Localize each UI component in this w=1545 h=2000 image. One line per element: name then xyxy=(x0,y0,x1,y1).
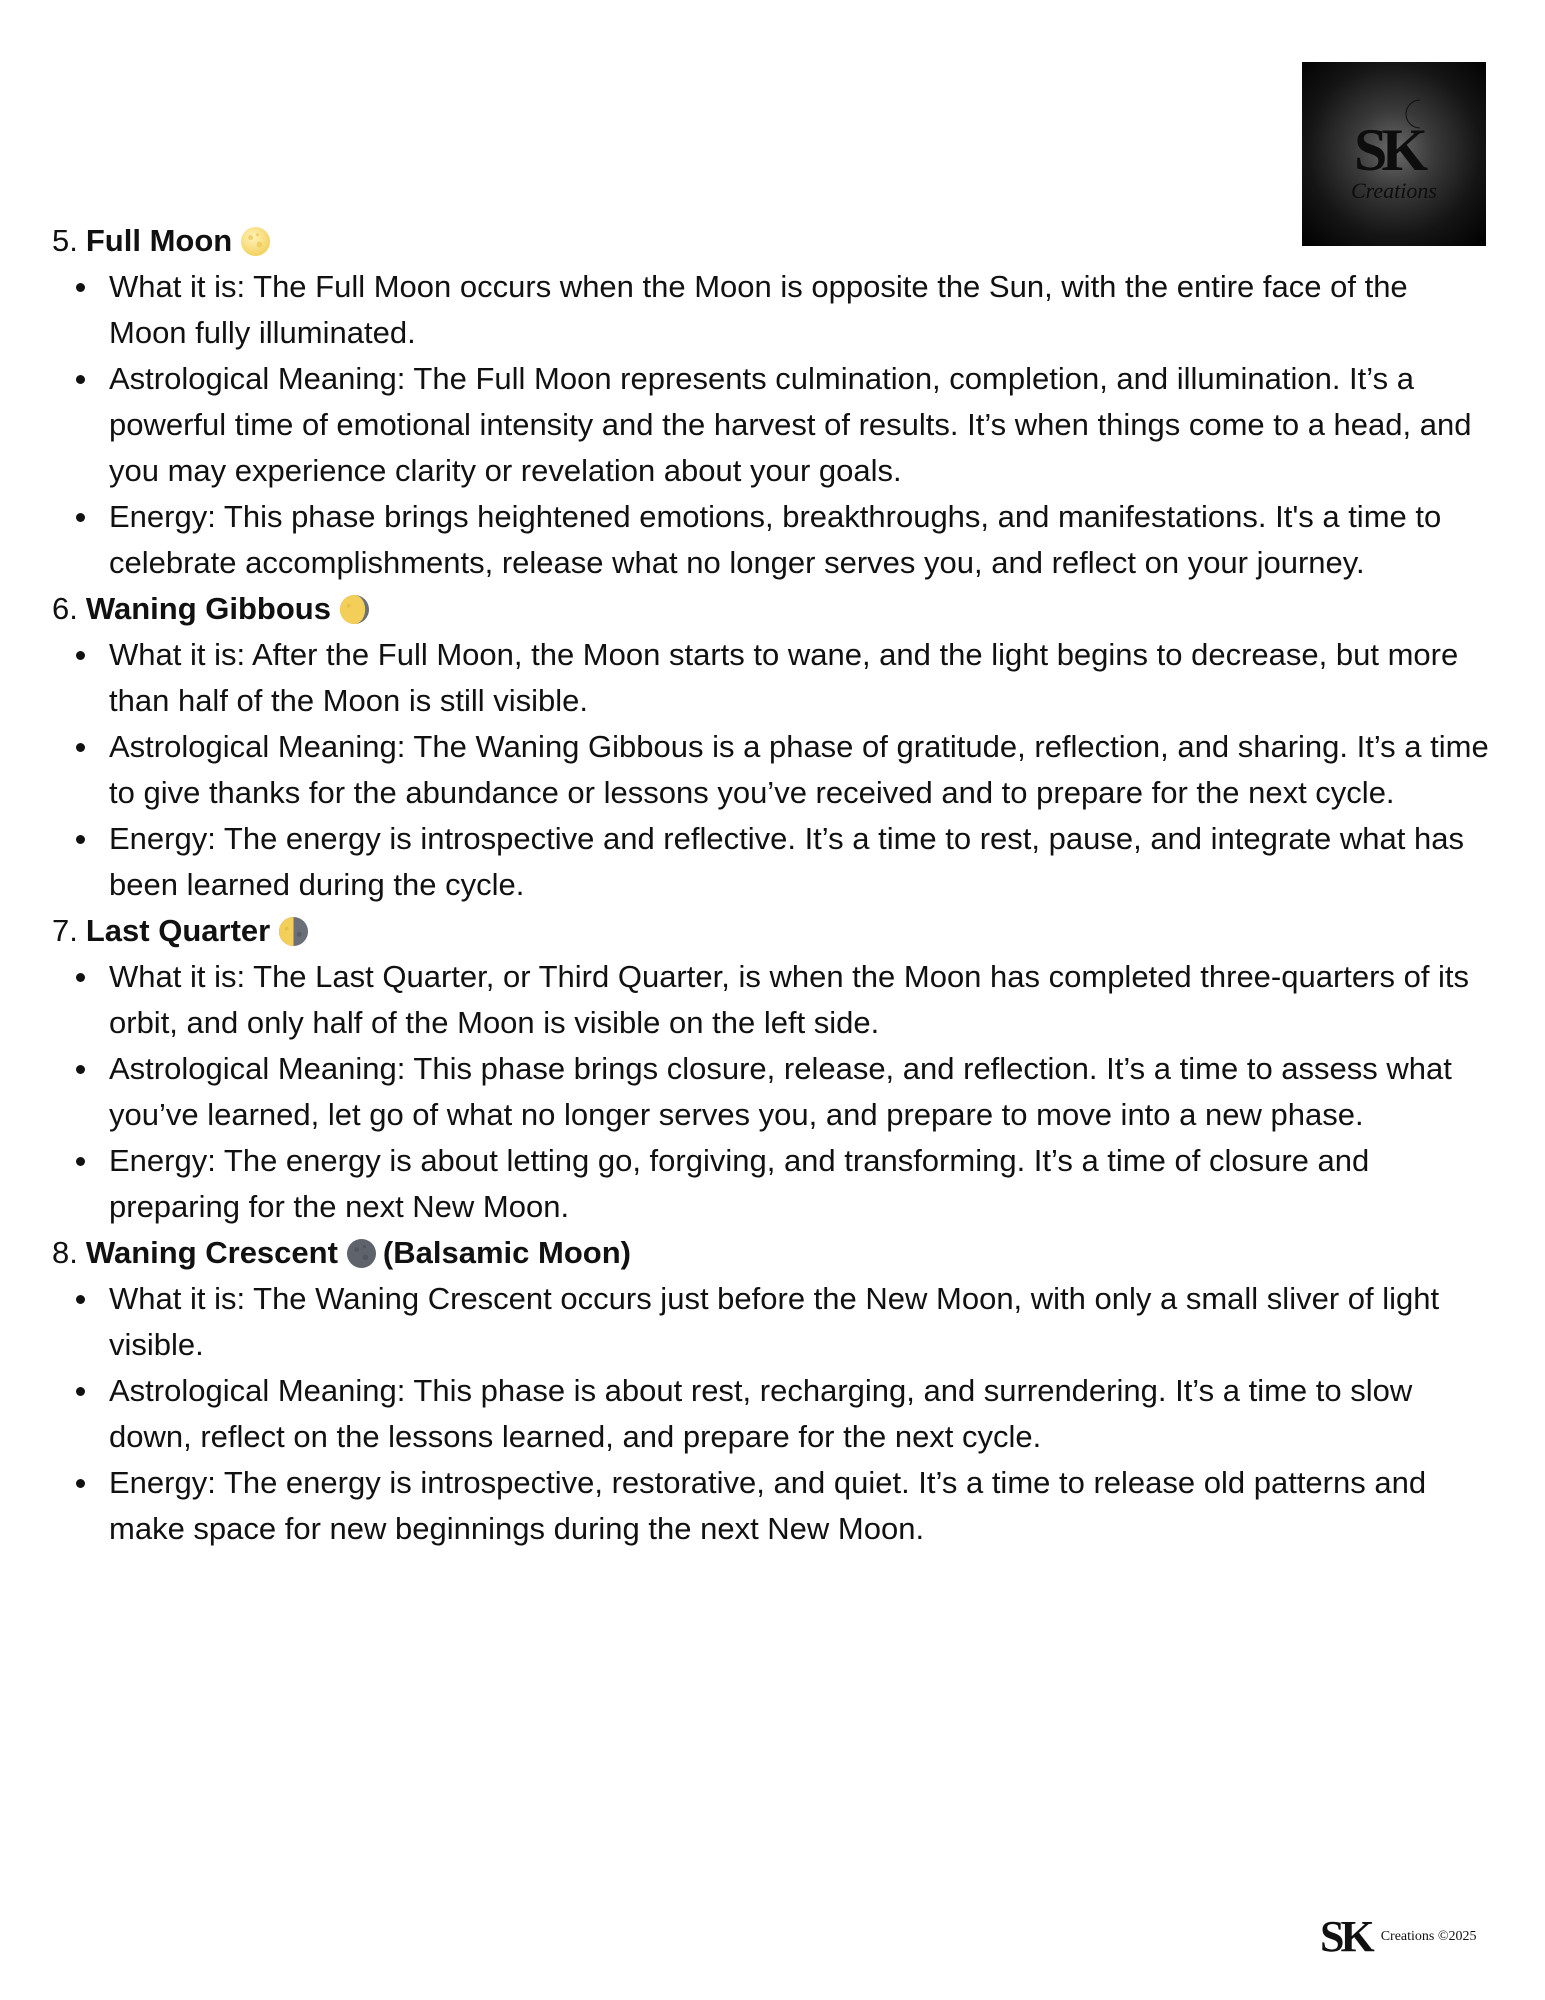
bullet xyxy=(76,283,85,292)
svg-text:SK: SK xyxy=(1353,117,1423,183)
point-text: Energy: This phase brings heightened emotions, breakthroughs, and manifestations. It's a time to celebrate accomplishments, release what no longer serves you, and reflect on your journey. xyxy=(109,499,1442,580)
moon-phases-list xyxy=(52,218,1492,1552)
list-item xyxy=(52,356,1492,494)
bullet xyxy=(76,1065,85,1074)
list-item xyxy=(52,816,1492,908)
phase-points xyxy=(52,1276,1492,1552)
point-text: What it is: The Waning Crescent occurs just before the New Moon, with only a small sliver of light visible. xyxy=(109,1281,1440,1362)
phase-waning-gibbous xyxy=(52,586,1492,908)
phase-number: 6. xyxy=(52,591,78,626)
bullet xyxy=(76,743,85,752)
phase-name: Waning Crescent xyxy=(85,1235,338,1270)
point-text: Energy: The energy is introspective, restorative, and quiet. It’s a time to release old patterns and make space for new beginnings during the next New Moon. xyxy=(109,1465,1427,1546)
list-item xyxy=(52,632,1492,724)
phase-heading xyxy=(52,586,1492,632)
point-text: What it is: The Full Moon occurs when the Moon is opposite the Sun, with the entire face of the Moon fully illuminated. xyxy=(109,269,1408,350)
footer-copyright: Creations ©2025 xyxy=(1380,1929,1477,1944)
bullet xyxy=(76,651,85,660)
list-item xyxy=(52,954,1492,1046)
point-text: Astrological Meaning: The Full Moon represents culmination, completion, and illumination. It’s a powerful time of emotional intensity and the harvest of results. It’s when things come to a head, and you may experience clarity or revelation about your goals. xyxy=(109,361,1472,488)
full-moon-icon xyxy=(240,226,271,257)
list-item xyxy=(52,1460,1492,1552)
bullet xyxy=(76,1387,85,1396)
svg-text:Creations: Creations xyxy=(1351,178,1437,203)
phase-name: Full Moon xyxy=(85,223,233,258)
phase-heading xyxy=(52,1230,1492,1276)
list-item xyxy=(52,1046,1492,1138)
footer-logo: SK xyxy=(1320,1912,1371,1961)
point-text: Energy: The energy is about letting go, forgiving, and transforming. It’s a time of closure and preparing for the next New Moon. xyxy=(109,1143,1370,1224)
phase-points xyxy=(52,954,1492,1230)
phase-points xyxy=(52,632,1492,908)
phase-heading xyxy=(52,218,1492,264)
phase-number: 8. xyxy=(52,1235,78,1270)
bullet xyxy=(76,1157,85,1166)
bullet xyxy=(76,375,85,384)
footer-brand xyxy=(1320,1912,1477,1962)
point-text: What it is: The Last Quarter, or Third Quarter, is when the Moon has completed three-quarters of its orbit, and only half of the Moon is visible on the left side. xyxy=(109,959,1470,1040)
list-item xyxy=(52,264,1492,356)
bullet xyxy=(76,973,85,982)
phase-alt-name: (Balsamic Moon) xyxy=(382,1235,631,1270)
point-text: Astrological Meaning: This phase is about rest, recharging, and surrendering. It’s a time to slow down, reflect on the lessons learned, and prepare for the next cycle. xyxy=(109,1373,1413,1454)
phase-number: 5. xyxy=(52,223,78,258)
phase-heading xyxy=(52,908,1492,954)
bullet xyxy=(76,835,85,844)
point-text: Energy: The energy is introspective and reflective. It’s a time to rest, pause, and integrate what has been learned during the cycle. xyxy=(109,821,1464,902)
phase-name: Last Quarter xyxy=(85,913,271,948)
list-item xyxy=(52,1276,1492,1368)
bullet xyxy=(76,513,85,522)
bullet xyxy=(76,1479,85,1488)
point-text: Astrological Meaning: This phase brings closure, release, and reflection. It’s a time to assess what you’ve learned, let go of what no longer serves you, and prepare to move into a new phase. xyxy=(109,1051,1452,1132)
list-item xyxy=(52,1138,1492,1230)
list-item xyxy=(52,494,1492,586)
point-text: Astrological Meaning: The Waning Gibbous is a phase of gratitude, reflection, and sharing. It’s a time to give thanks for the abundance or lessons you’ve received and to prepare for the next cycle. xyxy=(109,729,1489,810)
last-quarter-moon-icon xyxy=(278,916,309,947)
phase-last-quarter xyxy=(52,908,1492,1230)
phase-points xyxy=(52,264,1492,586)
waning-gibbous-moon-icon xyxy=(339,594,370,625)
list-item xyxy=(52,724,1492,816)
phase-number: 7. xyxy=(52,913,78,948)
phase-name: Waning Gibbous xyxy=(85,591,331,626)
phase-full-moon xyxy=(52,218,1492,586)
list-item xyxy=(52,1368,1492,1460)
bullet xyxy=(76,1295,85,1304)
phase-waning-crescent xyxy=(52,1230,1492,1552)
new-moon-icon xyxy=(346,1238,377,1269)
point-text: What it is: After the Full Moon, the Moon starts to wane, and the light begins to decrease, but more than half of the Moon is still visible. xyxy=(109,637,1459,718)
